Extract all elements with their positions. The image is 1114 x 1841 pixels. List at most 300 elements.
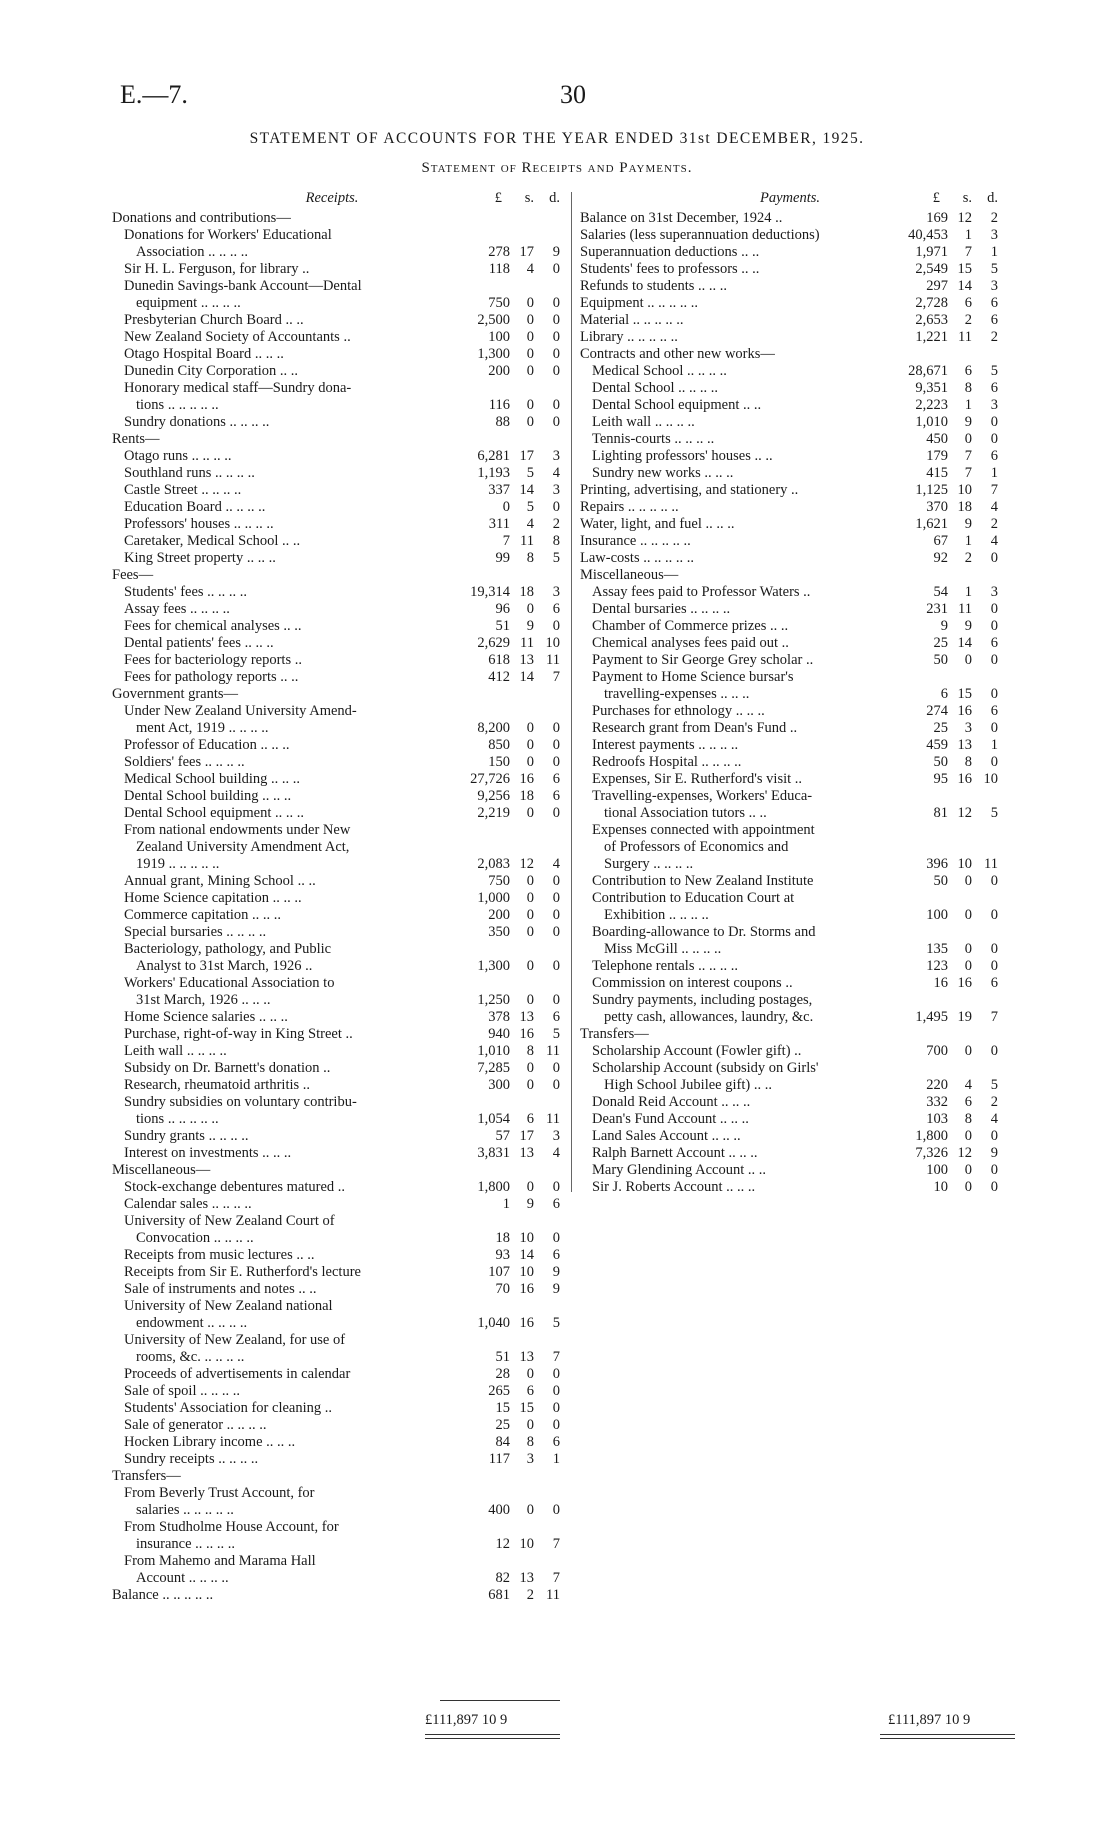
amount-pence: 6: [552, 1247, 560, 1263]
payments-row: [580, 669, 1010, 686]
amount-shillings: 4: [964, 1077, 972, 1093]
amount-pounds: 1: [502, 1196, 510, 1212]
entry-label: Dental School building .. .. ..: [124, 788, 292, 804]
entry-label: Sir H. L. Ferguson, for library ..: [124, 261, 310, 277]
entry-label: Analyst to 31st March, 1926 ..: [136, 958, 313, 974]
receipts-row: [112, 1213, 562, 1230]
entry-label: Payment to Home Science bursar's: [592, 669, 794, 685]
amount-pence: 6: [990, 295, 998, 311]
entry-label: High School Jubilee gift) .. ..: [604, 1077, 772, 1093]
payments-row: [580, 924, 1010, 941]
entry-label: Special bursaries .. .. .. ..: [124, 924, 267, 940]
amount-shillings: 14: [957, 635, 972, 651]
receipts-row: [112, 380, 562, 397]
receipts-row: [112, 346, 562, 363]
entry-label: Sale of generator .. .. .. ..: [124, 1417, 267, 1433]
amount-pence: 0: [990, 550, 998, 566]
amount-pence: 11: [546, 1043, 560, 1059]
payments-row: [580, 1128, 1010, 1145]
amount-shillings: 14: [519, 669, 534, 685]
amount-shillings: 6: [526, 1111, 534, 1127]
amount-pounds: 8,200: [477, 720, 510, 736]
payments-row: [580, 652, 1010, 669]
amount-shillings: 16: [519, 1281, 534, 1297]
receipts-row: [112, 516, 562, 533]
amount-shillings: 17: [519, 1128, 534, 1144]
amount-pence: 2: [990, 516, 998, 532]
entry-label: Annual grant, Mining School .. ..: [124, 873, 316, 889]
receipts-row: [112, 856, 562, 873]
amount-pounds: 70: [495, 1281, 510, 1297]
entry-label: Commerce capitation .. .. ..: [124, 907, 282, 923]
payments-row: [580, 737, 1010, 754]
payments-row: [580, 686, 1010, 703]
amount-shillings: 1: [964, 533, 972, 549]
entry-label: Interest on investments .. .. ..: [124, 1145, 292, 1161]
amount-pence: 7: [990, 1009, 998, 1025]
amount-pounds: 2,219: [477, 805, 510, 821]
entry-label: Superannuation deductions .. ..: [580, 244, 760, 260]
entry-label: Southland runs .. .. .. ..: [124, 465, 255, 481]
amount-pounds: 99: [495, 550, 510, 566]
amount-shillings: 0: [526, 754, 534, 770]
entry-label: Presbyterian Church Board .. ..: [124, 312, 304, 328]
entry-label: Transfers—: [580, 1026, 649, 1042]
receipts-row: [112, 431, 562, 448]
amount-pounds: 100: [926, 907, 948, 923]
amount-shillings: 2: [526, 1587, 534, 1603]
amount-pounds: 332: [926, 1094, 948, 1110]
amount-pence: 0: [990, 431, 998, 447]
amount-shillings: 15: [957, 686, 972, 702]
amount-pence: 9: [552, 1281, 560, 1297]
entry-label: Fees—: [112, 567, 154, 583]
amount-shillings: 1: [964, 397, 972, 413]
amount-pence: 0: [990, 601, 998, 617]
amount-pence: 5: [552, 1315, 560, 1331]
payments-row: [580, 1179, 1010, 1196]
payments-row: [580, 227, 1010, 244]
payments-row: [580, 703, 1010, 720]
entry-label: Under New Zealand University Amend-: [124, 703, 357, 719]
amount-shillings: 0: [964, 1162, 972, 1178]
amount-shillings: 4: [526, 516, 534, 532]
amount-shillings: 5: [526, 465, 534, 481]
amount-shillings: 3: [526, 1451, 534, 1467]
amount-pounds: 220: [926, 1077, 948, 1093]
entry-label: Otago Hospital Board .. .. ..: [124, 346, 284, 362]
entry-label: Contribution to Education Court at: [592, 890, 795, 906]
entry-label: Soldiers' fees .. .. .. ..: [124, 754, 245, 770]
payments-row: [580, 958, 1010, 975]
amount-pence: 0: [552, 1366, 560, 1382]
entry-label: Expenses connected with appointment: [592, 822, 815, 838]
amount-pounds: 1,000: [477, 890, 510, 906]
entry-label: Water, light, and fuel .. .. ..: [580, 516, 735, 532]
entry-label: University of New Zealand Court of: [124, 1213, 335, 1229]
entry-label: Contribution to New Zealand Institute: [592, 873, 814, 889]
amount-pence: 6: [990, 448, 998, 464]
entry-label: Rents—: [112, 431, 160, 447]
amount-pounds: 1,193: [477, 465, 510, 481]
amount-pounds: 940: [488, 1026, 510, 1042]
entry-label: Donald Reid Account .. .. ..: [592, 1094, 751, 1110]
amount-shillings: 9: [526, 618, 534, 634]
payments-row: [580, 431, 1010, 448]
receipts-row: [112, 448, 562, 465]
receipts-row: [112, 1417, 562, 1434]
entry-label: Professors' houses .. .. .. ..: [124, 516, 274, 532]
entry-label: Home Science salaries .. .. ..: [124, 1009, 288, 1025]
amount-shillings: 0: [526, 720, 534, 736]
amount-pence: 7: [552, 1536, 560, 1552]
entry-label: Medical School building .. .. ..: [124, 771, 300, 787]
amount-pence: 0: [552, 618, 560, 634]
amount-pounds: 88: [495, 414, 510, 430]
payments-row: [580, 278, 1010, 295]
amount-pounds: 51: [495, 618, 510, 634]
amount-pence: 10: [545, 635, 560, 651]
amount-pence: 1: [990, 244, 998, 260]
amount-pounds: 57: [495, 1128, 510, 1144]
amount-pounds: 92: [933, 550, 948, 566]
payments-total: £111,897 10 9: [888, 1712, 971, 1728]
payments-row: [580, 261, 1010, 278]
amount-pounds: 412: [488, 669, 510, 685]
amount-pence: 0: [552, 329, 560, 345]
amount-pence: 0: [552, 737, 560, 753]
payments-row: [580, 448, 1010, 465]
payments-total-underline: [880, 1734, 1015, 1739]
entry-label: From national endowments under New: [124, 822, 351, 838]
entry-label: King Street property .. .. ..: [124, 550, 276, 566]
amount-pence: 0: [552, 924, 560, 940]
amount-pence: 6: [552, 601, 560, 617]
amount-pounds: 169: [926, 210, 948, 226]
receipts-row: [112, 1026, 562, 1043]
amount-shillings: 0: [964, 941, 972, 957]
payments-row: [580, 975, 1010, 992]
receipts-row: [112, 1128, 562, 1145]
amount-pence: 5: [990, 363, 998, 379]
amount-pence: 0: [990, 1162, 998, 1178]
receipts-row: [112, 788, 562, 805]
receipts-row: [112, 839, 562, 856]
payments-row: [580, 907, 1010, 924]
amount-shillings: 13: [957, 737, 972, 753]
entry-label: Otago runs .. .. .. ..: [124, 448, 232, 464]
amount-pounds: 103: [926, 1111, 948, 1127]
receipts-row: [112, 1281, 562, 1298]
receipts-list: [112, 210, 562, 1604]
entry-label: University of New Zealand, for use of: [124, 1332, 346, 1348]
amount-pounds: 54: [933, 584, 948, 600]
amount-pounds: 750: [488, 873, 510, 889]
amount-pounds: 12: [495, 1536, 510, 1552]
entry-label: Contracts and other new works—: [580, 346, 775, 362]
receipts-row: [112, 1536, 562, 1553]
amount-pounds: 1,800: [915, 1128, 948, 1144]
amount-shillings: 16: [519, 1026, 534, 1042]
amount-shillings: 7: [964, 244, 972, 260]
amount-pence: 0: [552, 363, 560, 379]
column-divider: [571, 192, 572, 1192]
receipts-row: [112, 805, 562, 822]
receipts-row: [112, 1587, 562, 1604]
amount-pounds: 1,800: [477, 1179, 510, 1195]
entry-label: Fees for bacteriology reports ..: [124, 652, 302, 668]
payments-row: [580, 992, 1010, 1009]
receipts-row: [112, 1230, 562, 1247]
amount-pence: 2: [990, 210, 998, 226]
entry-label: Exhibition .. .. .. ..: [604, 907, 709, 923]
entry-label: travelling-expenses .. .. ..: [604, 686, 750, 702]
amount-shillings: 18: [957, 499, 972, 515]
entry-label: Miscellaneous—: [112, 1162, 211, 1178]
amount-shillings: 10: [519, 1264, 534, 1280]
entry-label: Ralph Barnett Account .. .. ..: [592, 1145, 758, 1161]
amount-pence: 3: [990, 584, 998, 600]
amount-pence: 0: [552, 805, 560, 821]
entry-label: Caretaker, Medical School .. ..: [124, 533, 301, 549]
page-number: 30: [560, 80, 586, 109]
amount-shillings: 0: [526, 907, 534, 923]
receipts-row: [112, 312, 562, 329]
amount-shillings: 1: [964, 584, 972, 600]
entry-label: Land Sales Account .. .. ..: [592, 1128, 741, 1144]
amount-pence: 0: [552, 1230, 560, 1246]
amount-pence: 0: [552, 295, 560, 311]
entry-label: Commission on interest coupons ..: [592, 975, 793, 991]
amount-pounds: 297: [926, 278, 948, 294]
receipts-row: [112, 992, 562, 1009]
amount-pence: 7: [990, 482, 998, 498]
entry-label: Dean's Fund Account .. .. ..: [592, 1111, 749, 1127]
amount-pence: 4: [552, 465, 560, 481]
entry-label: Bacteriology, pathology, and Public: [124, 941, 332, 957]
amount-shillings: 11: [520, 533, 534, 549]
entry-label: Scholarship Account (Fowler gift) ..: [592, 1043, 802, 1059]
amount-pence: 3: [990, 278, 998, 294]
amount-pence: 9: [552, 244, 560, 260]
entry-label: Repairs .. .. .. .. ..: [580, 499, 679, 515]
payments-row: [580, 1009, 1010, 1026]
pounds-header: £: [494, 190, 502, 206]
amount-pounds: 15: [495, 1400, 510, 1416]
amount-pence: 6: [552, 771, 560, 787]
amount-shillings: 0: [526, 958, 534, 974]
amount-pence: 8: [552, 533, 560, 549]
payments-row: [580, 1111, 1010, 1128]
payments-row: [580, 482, 1010, 499]
entry-label: Dunedin Savings-bank Account—Dental: [124, 278, 362, 294]
entry-label: Sundry donations .. .. .. ..: [124, 414, 270, 430]
amount-pounds: 25: [933, 720, 948, 736]
receipts-row: [112, 1349, 562, 1366]
amount-shillings: 9: [526, 1196, 534, 1212]
statement-subtitle: Statement of Receipts and Payments.: [421, 160, 693, 176]
receipts-row: [112, 363, 562, 380]
shillings-header: s.: [524, 190, 534, 206]
amount-shillings: 9: [964, 516, 972, 532]
amount-pounds: 370: [926, 499, 948, 515]
entry-label: Sundry receipts .. .. .. ..: [124, 1451, 259, 1467]
entry-label: University of New Zealand national: [124, 1298, 333, 1314]
entry-label: Purchases for ethnology .. .. ..: [592, 703, 765, 719]
amount-pounds: 400: [488, 1502, 510, 1518]
amount-pence: 0: [990, 652, 998, 668]
payments-row: [580, 1060, 1010, 1077]
amount-shillings: 0: [526, 1077, 534, 1093]
payments-row: [580, 1162, 1010, 1179]
receipts-row: [112, 1434, 562, 1451]
amount-shillings: 11: [958, 601, 972, 617]
amount-pounds: 25: [933, 635, 948, 651]
amount-pence: 0: [990, 754, 998, 770]
pence-header: d.: [987, 190, 998, 206]
entry-label: Miscellaneous—: [580, 567, 679, 583]
entry-label: Hocken Library income .. .. ..: [124, 1434, 296, 1450]
amount-pounds: 1,040: [477, 1315, 510, 1331]
receipts-row: [112, 618, 562, 635]
receipts-total-rule: [440, 1700, 560, 1701]
entry-label: Expenses, Sir E. Rutherford's visit ..: [592, 771, 803, 787]
payments-row: [580, 822, 1010, 839]
amount-pounds: 50: [933, 873, 948, 889]
entry-label: Mary Glendining Account .. ..: [592, 1162, 766, 1178]
amount-pence: 1: [552, 1451, 560, 1467]
entry-label: Printing, advertising, and stationery ..: [580, 482, 799, 498]
amount-shillings: 0: [526, 992, 534, 1008]
receipts-row: [112, 686, 562, 703]
amount-shillings: 12: [957, 210, 972, 226]
receipts-row: [112, 210, 562, 227]
amount-pounds: 274: [926, 703, 948, 719]
receipts-row: [112, 1383, 562, 1400]
receipts-row: [112, 397, 562, 414]
amount-pence: 5: [552, 1026, 560, 1042]
receipts-row: [112, 771, 562, 788]
amount-shillings: 16: [519, 771, 534, 787]
payments-row: [580, 856, 1010, 873]
amount-pence: 6: [552, 1434, 560, 1450]
amount-pence: 0: [990, 1128, 998, 1144]
amount-shillings: 0: [964, 1043, 972, 1059]
amount-pence: 6: [552, 1196, 560, 1212]
entry-label: Fees for chemical analyses .. ..: [124, 618, 302, 634]
entry-label: tional Association tutors .. ..: [604, 805, 767, 821]
entry-label: Purchase, right-of-way in King Street ..: [124, 1026, 353, 1042]
amount-pounds: 337: [488, 482, 510, 498]
receipts-row: [112, 1451, 562, 1468]
entry-label: endowment .. .. .. ..: [136, 1315, 248, 1331]
payments-list: [580, 210, 1010, 1196]
amount-pounds: 1,300: [477, 958, 510, 974]
amount-pounds: 1,221: [915, 329, 948, 345]
receipts-row: [112, 924, 562, 941]
payments-row: [580, 346, 1010, 363]
receipts-row: [112, 533, 562, 550]
payments-row: [580, 1077, 1010, 1094]
amount-pounds: 750: [488, 295, 510, 311]
entry-label: Redroofs Hospital .. .. .. ..: [592, 754, 742, 770]
amount-pence: 6: [990, 975, 998, 991]
amount-shillings: 0: [526, 329, 534, 345]
amount-pence: 7: [552, 669, 560, 685]
receipts-row: [112, 958, 562, 975]
amount-shillings: 13: [519, 1009, 534, 1025]
receipts-header: [112, 190, 562, 210]
amount-pounds: 179: [926, 448, 948, 464]
pounds-header: £: [932, 190, 940, 206]
receipts-row: [112, 635, 562, 652]
receipts-row: [112, 1502, 562, 1519]
receipts-row: [112, 907, 562, 924]
receipts-row: [112, 261, 562, 278]
receipts-row: [112, 890, 562, 907]
amount-pounds: 1,054: [477, 1111, 510, 1127]
receipts-row: [112, 465, 562, 482]
amount-pounds: 1,010: [477, 1043, 510, 1059]
payments-row: [580, 941, 1010, 958]
payments-row: [580, 329, 1010, 346]
payments-row: [580, 295, 1010, 312]
payments-row: [580, 465, 1010, 482]
entry-label: Boarding-allowance to Dr. Storms and: [592, 924, 816, 940]
payments-header: [580, 190, 1010, 210]
amount-shillings: 0: [526, 1502, 534, 1518]
amount-pence: 6: [990, 380, 998, 396]
payments-row: [580, 312, 1010, 329]
amount-pounds: 9,351: [915, 380, 948, 396]
payments-row: [580, 1026, 1010, 1043]
amount-pounds: 265: [488, 1383, 510, 1399]
entry-label: Equipment .. .. .. .. ..: [580, 295, 699, 311]
amount-pence: 0: [990, 907, 998, 923]
payments-row: [580, 771, 1010, 788]
payments-heading: Payments.: [760, 190, 820, 206]
payments-row: [580, 499, 1010, 516]
amount-pounds: 459: [926, 737, 948, 753]
entry-label: Government grants—: [112, 686, 239, 702]
entry-label: Scholarship Account (subsidy on Girls': [592, 1060, 819, 1076]
payments-row: [580, 516, 1010, 533]
entry-label: Convocation .. .. .. ..: [136, 1230, 254, 1246]
pence-header: d.: [549, 190, 560, 206]
entry-label: Library .. .. .. .. ..: [580, 329, 678, 345]
amount-shillings: 0: [526, 924, 534, 940]
receipts-row: [112, 975, 562, 992]
amount-shillings: 0: [964, 907, 972, 923]
amount-pounds: 378: [488, 1009, 510, 1025]
amount-pounds: 9: [940, 618, 948, 634]
entry-label: equipment .. .. .. ..: [136, 295, 241, 311]
amount-shillings: 12: [519, 856, 534, 872]
amount-pounds: 300: [488, 1077, 510, 1093]
payments-row: [580, 788, 1010, 805]
amount-pence: 9: [552, 1264, 560, 1280]
receipts-row: [112, 584, 562, 601]
entry-label: Subsidy on Dr. Barnett's donation ..: [124, 1060, 331, 1076]
amount-pence: 7: [552, 1570, 560, 1586]
amount-pence: 5: [990, 1077, 998, 1093]
amount-pounds: 118: [488, 261, 510, 277]
amount-pence: 0: [552, 1400, 560, 1416]
amount-pounds: 6: [940, 686, 948, 702]
receipts-row: [112, 1315, 562, 1332]
amount-pence: 4: [990, 1111, 998, 1127]
amount-pounds: 28: [495, 1366, 510, 1382]
